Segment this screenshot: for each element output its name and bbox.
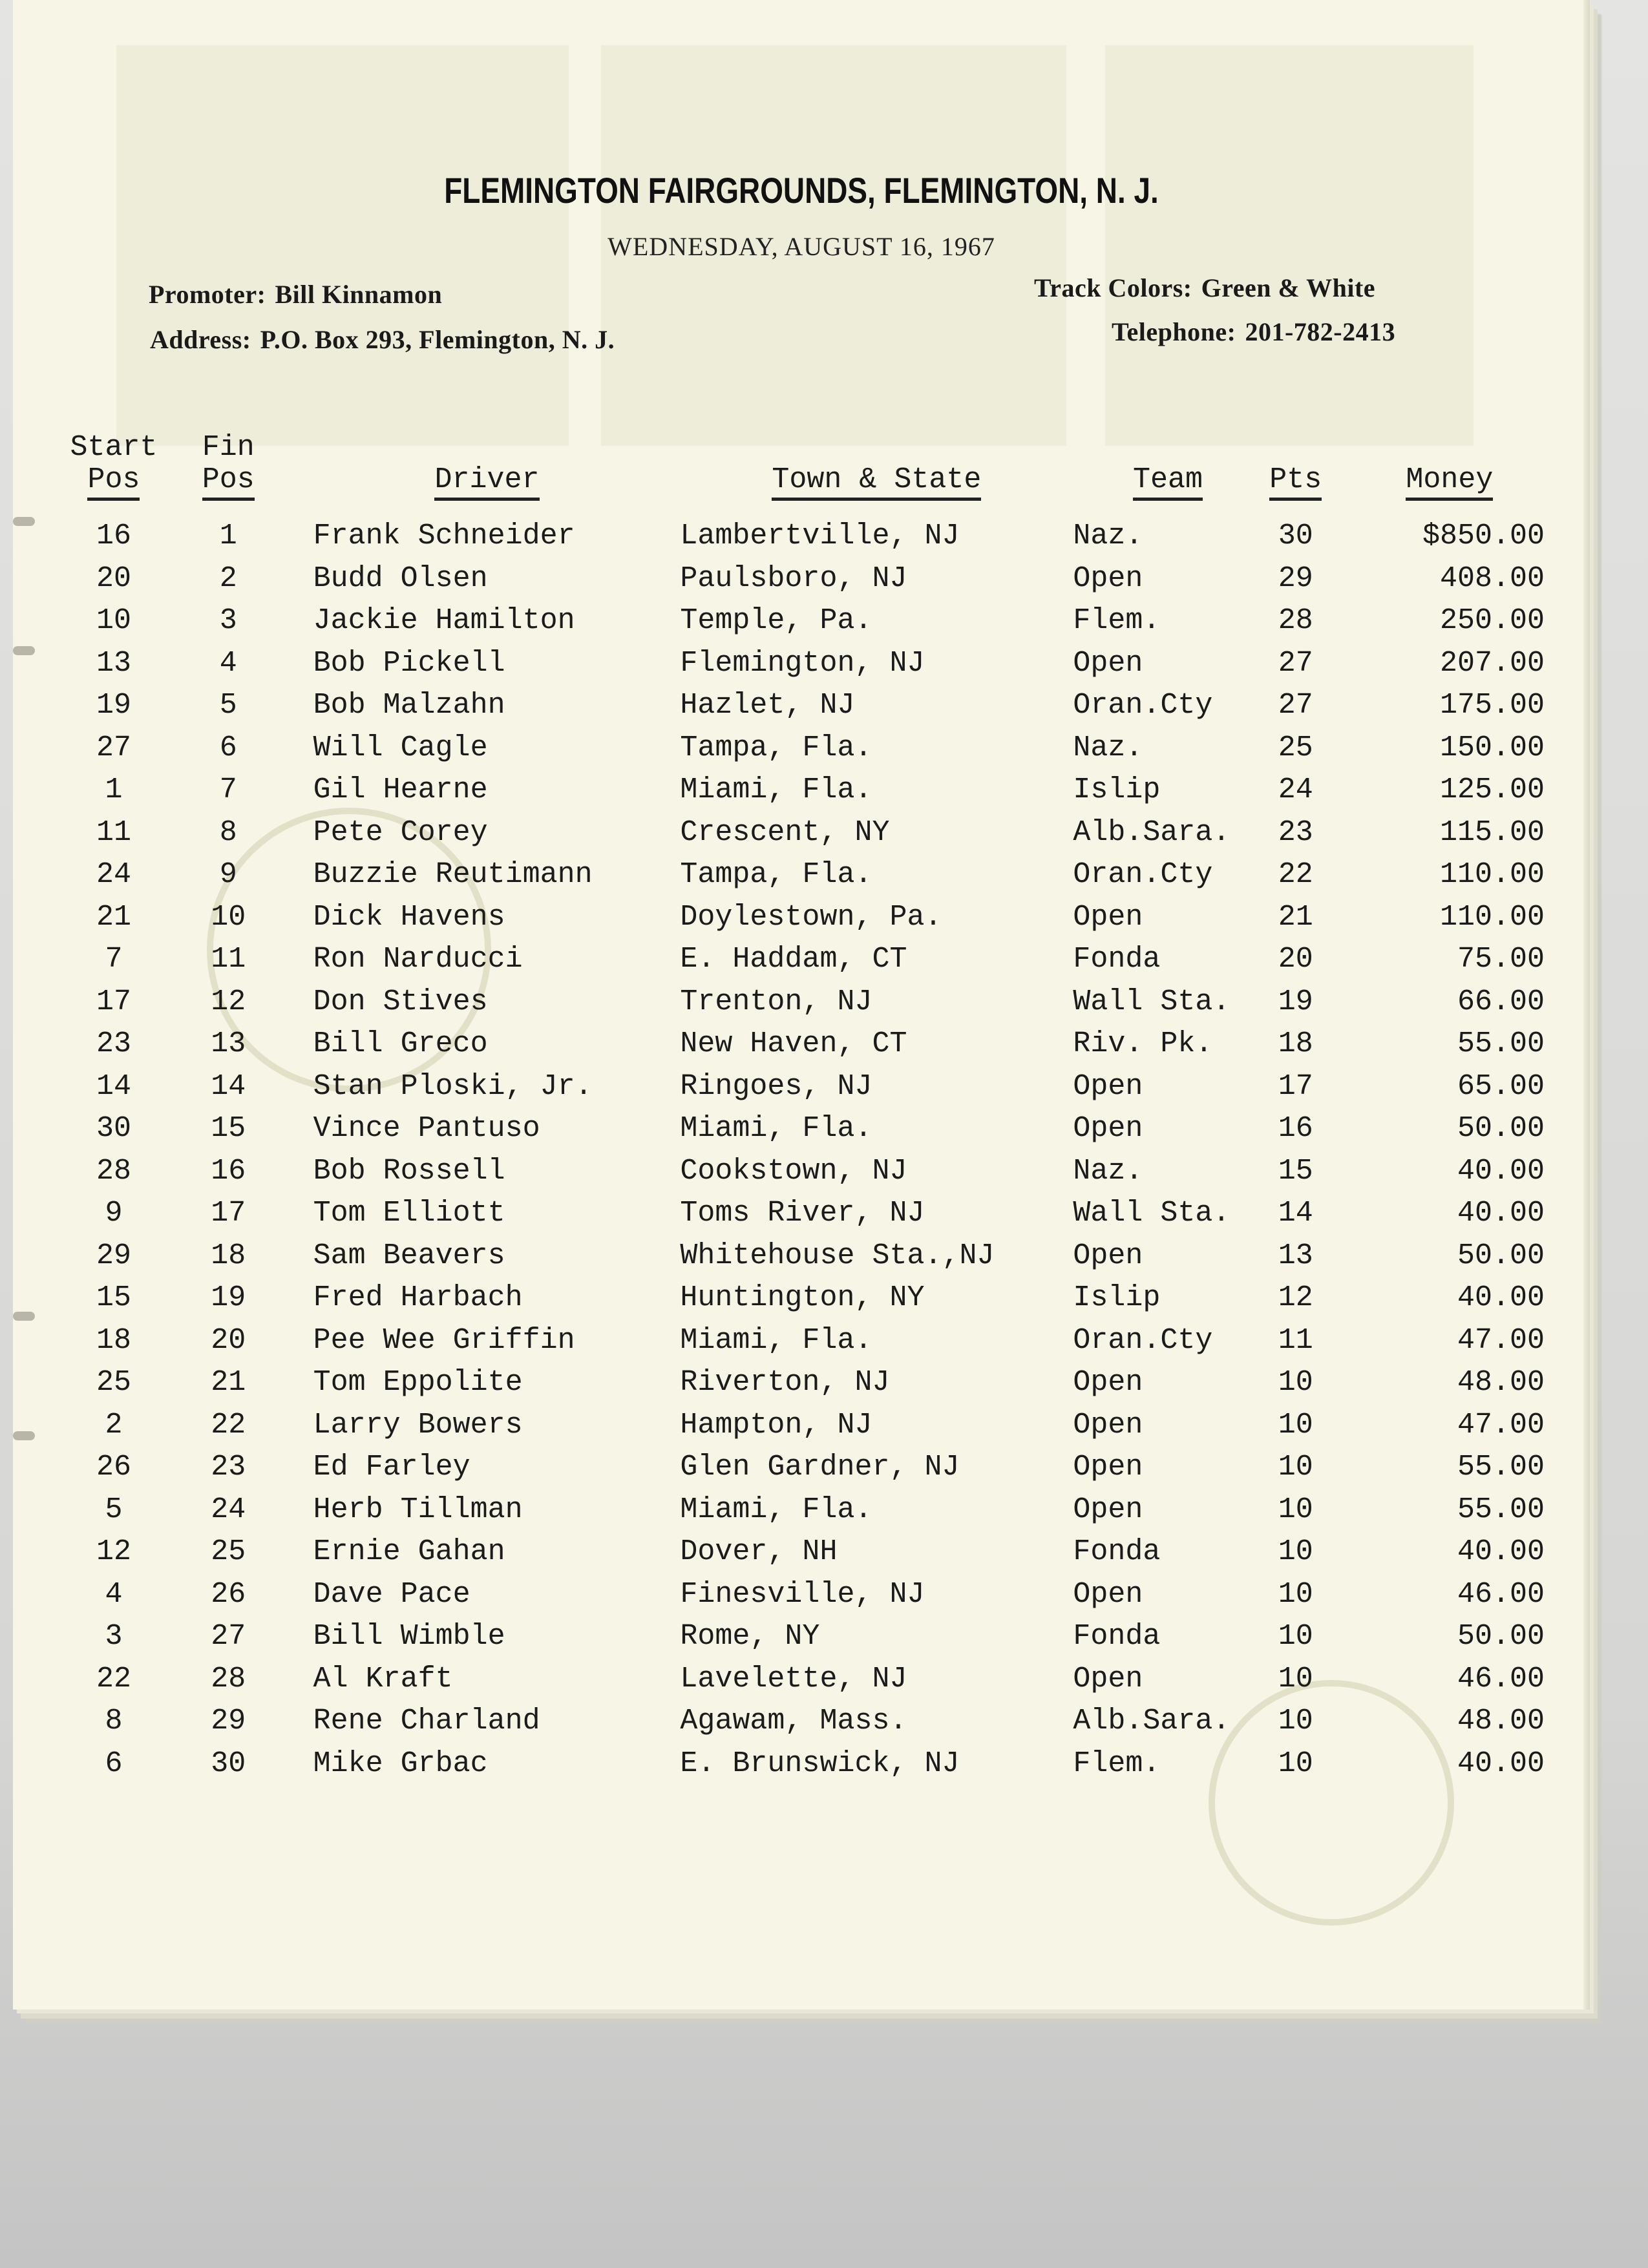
money-cell: 40.00 xyxy=(1457,1535,1545,1569)
money-cell: 75.00 xyxy=(1457,943,1545,976)
pts-cell: 27 xyxy=(1278,689,1313,722)
team-cell: Open xyxy=(1073,1493,1143,1526)
col-start-pos: Start Pos xyxy=(65,432,163,515)
fin-pos-cell: 25 xyxy=(211,1535,246,1569)
driver-cell: Mike Grbac xyxy=(313,1747,488,1780)
table-row xyxy=(65,1573,1551,1616)
table-row xyxy=(65,1615,1551,1658)
fin-pos-cell: 18 xyxy=(211,1239,246,1272)
fin-pos-cell: 11 xyxy=(211,943,246,976)
table-row xyxy=(65,854,1551,896)
telephone-line xyxy=(1112,317,1395,347)
start-pos-cell: 2 xyxy=(105,1408,123,1442)
driver-cell: Sam Beavers xyxy=(313,1239,505,1272)
start-pos-cell: 26 xyxy=(96,1451,131,1484)
fin-pos-cell: 8 xyxy=(219,815,237,849)
money-cell: 46.00 xyxy=(1457,1577,1545,1611)
team-cell: Flem. xyxy=(1073,1747,1161,1780)
fin-pos-cell: 24 xyxy=(211,1493,246,1526)
fin-pos-cell: 6 xyxy=(219,731,237,764)
pts-cell: 19 xyxy=(1278,985,1313,1018)
money-cell: 110.00 xyxy=(1439,900,1545,934)
money-cell: 46.00 xyxy=(1457,1662,1545,1696)
money-cell: 40.00 xyxy=(1457,1154,1545,1188)
money-cell: 125.00 xyxy=(1439,773,1545,807)
fin-pos-cell: 16 xyxy=(211,1154,246,1188)
driver-cell: Jackie Hamilton xyxy=(313,604,575,638)
pts-cell: 10 xyxy=(1278,1705,1313,1738)
table-row xyxy=(65,1743,1551,1785)
fin-pos-cell: 1 xyxy=(219,520,237,553)
col-pts: Pts xyxy=(1243,432,1348,515)
town-state-cell: Rome, NY xyxy=(680,1620,820,1654)
page-title: FLEMINGTON FAIRGROUNDS, FLEMINGTON, N. J. xyxy=(444,170,1159,211)
start-pos-cell: 30 xyxy=(96,1112,131,1146)
table-row xyxy=(65,600,1551,642)
start-pos-cell: 6 xyxy=(105,1747,123,1780)
table-row xyxy=(65,981,1551,1024)
pts-cell: 10 xyxy=(1278,1577,1313,1611)
team-cell: Alb.Sara. xyxy=(1073,1705,1231,1738)
start-pos-cell: 4 xyxy=(105,1577,123,1611)
start-pos-cell: 22 xyxy=(96,1662,131,1696)
town-state-cell: Whitehouse Sta.,NJ xyxy=(680,1239,995,1272)
driver-cell: Fred Harbach xyxy=(313,1281,523,1315)
town-state-cell: Toms River, NJ xyxy=(680,1197,925,1230)
driver-cell: Herb Tillman xyxy=(313,1493,523,1526)
binding-staple xyxy=(13,1312,35,1321)
fin-pos-cell: 20 xyxy=(211,1323,246,1357)
fin-pos-cell: 4 xyxy=(219,646,237,680)
start-pos-cell: 24 xyxy=(96,858,131,892)
team-cell: Flem. xyxy=(1073,604,1161,638)
event-date: WEDNESDAY, AUGUST 16, 1967 xyxy=(607,232,995,261)
table-row xyxy=(65,515,1551,558)
driver-cell: Stan Ploski, Jr. xyxy=(313,1069,593,1103)
table-row xyxy=(65,1700,1551,1743)
driver-cell: Don Stives xyxy=(313,985,488,1018)
money-cell: 175.00 xyxy=(1439,689,1545,722)
binding-staple xyxy=(13,646,35,655)
town-state-cell: Lavelette, NJ xyxy=(680,1662,907,1696)
table-row xyxy=(65,1108,1551,1150)
driver-cell: Al Kraft xyxy=(313,1662,453,1696)
driver-cell: Bob Malzahn xyxy=(313,689,505,722)
page-edge xyxy=(1583,0,1590,2010)
table-row xyxy=(65,1277,1551,1319)
pts-cell: 17 xyxy=(1278,1069,1313,1103)
start-pos-cell: 25 xyxy=(96,1366,131,1400)
pts-cell: 21 xyxy=(1278,900,1313,934)
money-cell: 55.00 xyxy=(1457,1493,1545,1526)
driver-cell: Vince Pantuso xyxy=(313,1112,540,1146)
team-cell: Wall Sta. xyxy=(1073,1197,1231,1230)
start-pos-cell: 28 xyxy=(96,1154,131,1188)
driver-cell: Ed Farley xyxy=(313,1451,470,1484)
table-row xyxy=(65,938,1551,981)
start-pos-cell: 20 xyxy=(96,562,131,595)
money-cell: 207.00 xyxy=(1439,646,1545,680)
table-row xyxy=(65,1192,1551,1235)
start-pos-cell: 23 xyxy=(96,1027,131,1061)
driver-cell: Bill Greco xyxy=(313,1027,488,1061)
address-label: Address: xyxy=(150,325,251,354)
col-driver: Driver xyxy=(294,432,681,515)
promoter-value: Bill Kinnamon xyxy=(275,280,443,309)
money-cell: 47.00 xyxy=(1457,1323,1545,1357)
start-pos-cell: 27 xyxy=(96,731,131,764)
team-cell: Fonda xyxy=(1073,1620,1161,1654)
address-line xyxy=(150,324,615,355)
driver-cell: Bob Rossell xyxy=(313,1154,505,1188)
table-row xyxy=(65,1235,1551,1277)
pts-cell: 10 xyxy=(1278,1408,1313,1442)
fin-pos-cell: 19 xyxy=(211,1281,246,1315)
team-cell: Oran.Cty xyxy=(1073,1323,1213,1357)
pts-cell: 10 xyxy=(1278,1747,1313,1780)
fin-pos-cell: 21 xyxy=(211,1366,246,1400)
pts-cell: 11 xyxy=(1278,1323,1313,1357)
fin-pos-cell: 13 xyxy=(211,1027,246,1061)
start-pos-cell: 1 xyxy=(105,773,123,807)
driver-cell: Pee Wee Griffin xyxy=(313,1323,575,1357)
town-state-cell: Paulsboro, NJ xyxy=(680,562,907,595)
team-cell: Naz. xyxy=(1073,1154,1143,1188)
table-row xyxy=(65,642,1551,685)
town-state-cell: Miami, Fla. xyxy=(680,773,872,807)
team-cell: Open xyxy=(1073,1112,1143,1146)
team-cell: Oran.Cty xyxy=(1073,689,1213,722)
town-state-cell: Trenton, NJ xyxy=(680,985,872,1018)
start-pos-cell: 3 xyxy=(105,1620,123,1654)
fin-pos-cell: 3 xyxy=(219,604,237,638)
money-cell: 48.00 xyxy=(1457,1366,1545,1400)
team-cell: Fonda xyxy=(1073,943,1161,976)
start-pos-cell: 8 xyxy=(105,1705,123,1738)
driver-cell: Pete Corey xyxy=(313,815,488,849)
team-cell: Open xyxy=(1073,1366,1143,1400)
fin-pos-cell: 14 xyxy=(211,1069,246,1103)
team-cell: Open xyxy=(1073,900,1143,934)
team-cell: Wall Sta. xyxy=(1073,985,1231,1018)
table-row xyxy=(65,896,1551,939)
town-state-cell: Dover, NH xyxy=(680,1535,838,1569)
town-state-cell: Hampton, NJ xyxy=(680,1408,872,1442)
fin-pos-cell: 2 xyxy=(219,562,237,595)
fin-pos-cell: 5 xyxy=(219,689,237,722)
table-body xyxy=(65,515,1551,1785)
team-cell: Naz. xyxy=(1073,520,1143,553)
table-row xyxy=(65,1361,1551,1404)
town-state-cell: Ringoes, NJ xyxy=(680,1069,872,1103)
table-row xyxy=(65,1404,1551,1447)
pts-cell: 14 xyxy=(1278,1197,1313,1230)
pts-cell: 25 xyxy=(1278,731,1313,764)
team-cell: Open xyxy=(1073,1239,1143,1272)
driver-cell: Will Cagle xyxy=(313,731,488,764)
pts-cell: 20 xyxy=(1278,943,1313,976)
town-state-cell: E. Haddam, CT xyxy=(680,943,907,976)
binding-staple xyxy=(13,517,35,526)
pts-cell: 18 xyxy=(1278,1027,1313,1061)
pts-cell: 28 xyxy=(1278,604,1313,638)
start-pos-cell: 12 xyxy=(96,1535,131,1569)
town-state-cell: Glen Gardner, NJ xyxy=(680,1451,960,1484)
fin-pos-cell: 27 xyxy=(211,1620,246,1654)
town-state-cell: Agawam, Mass. xyxy=(680,1705,907,1738)
start-pos-cell: 17 xyxy=(96,985,131,1018)
money-cell: 65.00 xyxy=(1457,1069,1545,1103)
town-state-cell: Lambertville, NJ xyxy=(680,520,960,553)
team-cell: Islip xyxy=(1073,1281,1161,1315)
money-cell: 66.00 xyxy=(1457,985,1545,1018)
col-team: Team xyxy=(1073,432,1243,515)
money-cell: 48.00 xyxy=(1457,1705,1545,1738)
town-state-cell: Miami, Fla. xyxy=(680,1493,872,1526)
fin-pos-cell: 15 xyxy=(211,1112,246,1146)
town-state-cell: Tampa, Fla. xyxy=(680,858,872,892)
pts-cell: 23 xyxy=(1278,815,1313,849)
start-pos-cell: 19 xyxy=(96,689,131,722)
town-state-cell: Doylestown, Pa. xyxy=(680,900,942,934)
driver-cell: Budd Olsen xyxy=(313,562,488,595)
start-pos-cell: 5 xyxy=(105,1493,123,1526)
table-row xyxy=(65,1489,1551,1531)
start-pos-cell: 13 xyxy=(96,646,131,680)
pts-cell: 12 xyxy=(1278,1281,1313,1315)
team-cell: Open xyxy=(1073,1662,1143,1696)
town-state-cell: Cookstown, NJ xyxy=(680,1154,907,1188)
team-cell: Fonda xyxy=(1073,1535,1161,1569)
team-cell: Alb.Sara. xyxy=(1073,815,1231,849)
team-cell: Riv. Pk. xyxy=(1073,1027,1213,1061)
fin-pos-cell: 30 xyxy=(211,1747,246,1780)
address-value: P.O. Box 293, Flemington, N. J. xyxy=(260,325,615,354)
pts-cell: 10 xyxy=(1278,1535,1313,1569)
start-pos-cell: 29 xyxy=(96,1239,131,1272)
table-row xyxy=(65,1066,1551,1108)
start-pos-cell: 14 xyxy=(96,1069,131,1103)
money-cell: 50.00 xyxy=(1457,1112,1545,1146)
town-state-cell: Riverton, NJ xyxy=(680,1366,890,1400)
track-colors-value: Green & White xyxy=(1201,273,1376,302)
town-state-cell: Finesville, NJ xyxy=(680,1577,925,1611)
pts-cell: 10 xyxy=(1278,1493,1313,1526)
money-cell: 50.00 xyxy=(1457,1239,1545,1272)
team-cell: Open xyxy=(1073,562,1143,595)
fin-pos-cell: 29 xyxy=(211,1705,246,1738)
table-row xyxy=(65,769,1551,812)
fin-pos-cell: 23 xyxy=(211,1451,246,1484)
money-cell: 50.00 xyxy=(1457,1620,1545,1654)
driver-cell: Tom Elliott xyxy=(313,1197,505,1230)
team-cell: Islip xyxy=(1073,773,1161,807)
start-pos-cell: 15 xyxy=(96,1281,131,1315)
pts-cell: 22 xyxy=(1278,858,1313,892)
money-cell: 115.00 xyxy=(1439,815,1545,849)
start-pos-cell: 18 xyxy=(96,1323,131,1357)
fin-pos-cell: 10 xyxy=(211,900,246,934)
table-header-row xyxy=(65,432,1551,515)
team-cell: Open xyxy=(1073,1451,1143,1484)
start-pos-cell: 10 xyxy=(96,604,131,638)
pts-cell: 10 xyxy=(1278,1451,1313,1484)
promoter-line xyxy=(149,279,442,310)
col-money: Money xyxy=(1348,432,1551,515)
pts-cell: 27 xyxy=(1278,646,1313,680)
table-row xyxy=(65,812,1551,854)
town-state-cell: New Haven, CT xyxy=(680,1027,907,1061)
driver-cell: Larry Bowers xyxy=(313,1408,523,1442)
town-state-cell: Temple, Pa. xyxy=(680,604,872,638)
driver-cell: Frank Schneider xyxy=(313,520,575,553)
program-page xyxy=(13,0,1590,2010)
table-row xyxy=(65,1658,1551,1701)
town-state-cell: Miami, Fla. xyxy=(680,1323,872,1357)
fin-pos-cell: 9 xyxy=(219,858,237,892)
team-cell: Open xyxy=(1073,1069,1143,1103)
driver-cell: Rene Charland xyxy=(313,1705,540,1738)
pts-cell: 30 xyxy=(1278,520,1313,553)
town-state-cell: Miami, Fla. xyxy=(680,1112,872,1146)
driver-cell: Buzzie Reutimann xyxy=(313,858,593,892)
fin-pos-cell: 22 xyxy=(211,1408,246,1442)
town-state-cell: Hazlet, NJ xyxy=(680,689,855,722)
fin-pos-cell: 7 xyxy=(219,773,237,807)
table-row xyxy=(65,684,1551,727)
fin-pos-cell: 17 xyxy=(211,1197,246,1230)
pts-cell: 10 xyxy=(1278,1662,1313,1696)
table-row xyxy=(65,1023,1551,1066)
money-cell: 55.00 xyxy=(1457,1027,1545,1061)
col-town-state: Town & State xyxy=(680,432,1073,515)
track-colors-label: Track Colors: xyxy=(1034,273,1192,302)
driver-cell: Bob Pickell xyxy=(313,646,505,680)
driver-cell: Ernie Gahan xyxy=(313,1535,505,1569)
table-row xyxy=(65,558,1551,600)
col-fin-pos: Fin Pos xyxy=(163,432,294,515)
driver-cell: Ron Narducci xyxy=(313,943,523,976)
team-cell: Oran.Cty xyxy=(1073,858,1213,892)
table-row xyxy=(65,1446,1551,1489)
money-cell: 110.00 xyxy=(1439,858,1545,892)
table-row xyxy=(65,1319,1551,1362)
binding-staple xyxy=(13,1431,35,1440)
money-cell: 40.00 xyxy=(1457,1747,1545,1780)
town-state-cell: E. Brunswick, NJ xyxy=(680,1747,960,1780)
start-pos-cell: 16 xyxy=(96,520,131,553)
team-cell: Open xyxy=(1073,646,1143,680)
money-cell: $850.00 xyxy=(1422,520,1545,553)
driver-cell: Gil Hearne xyxy=(313,773,488,807)
money-cell: 150.00 xyxy=(1439,731,1545,764)
money-cell: 55.00 xyxy=(1457,1451,1545,1484)
town-state-cell: Flemington, NJ xyxy=(680,646,925,680)
start-pos-cell: 9 xyxy=(105,1197,123,1230)
telephone-label: Telephone: xyxy=(1112,317,1236,346)
table-row xyxy=(65,727,1551,770)
town-state-cell: Crescent, NY xyxy=(680,815,890,849)
race-results-table xyxy=(65,432,1551,1785)
track-colors-line xyxy=(1034,273,1375,303)
start-pos-cell: 7 xyxy=(105,943,123,976)
driver-cell: Dave Pace xyxy=(313,1577,470,1611)
money-cell: 250.00 xyxy=(1439,604,1545,638)
driver-cell: Bill Wimble xyxy=(313,1620,505,1654)
pts-cell: 16 xyxy=(1278,1112,1313,1146)
driver-cell: Tom Eppolite xyxy=(313,1366,523,1400)
town-state-cell: Tampa, Fla. xyxy=(680,731,872,764)
promoter-label: Promoter: xyxy=(149,280,266,309)
money-cell: 40.00 xyxy=(1457,1281,1545,1315)
pts-cell: 24 xyxy=(1278,773,1313,807)
team-cell: Naz. xyxy=(1073,731,1143,764)
fin-pos-cell: 12 xyxy=(211,985,246,1018)
town-state-cell: Huntington, NY xyxy=(680,1281,925,1315)
start-pos-cell: 21 xyxy=(96,900,131,934)
money-cell: 408.00 xyxy=(1439,562,1545,595)
fin-pos-cell: 28 xyxy=(211,1662,246,1696)
pts-cell: 13 xyxy=(1278,1239,1313,1272)
money-cell: 40.00 xyxy=(1457,1197,1545,1230)
pts-cell: 10 xyxy=(1278,1620,1313,1654)
pts-cell: 29 xyxy=(1278,562,1313,595)
pts-cell: 10 xyxy=(1278,1366,1313,1400)
start-pos-cell: 11 xyxy=(96,815,131,849)
team-cell: Open xyxy=(1073,1408,1143,1442)
fin-pos-cell: 26 xyxy=(211,1577,246,1611)
driver-cell: Dick Havens xyxy=(313,900,505,934)
telephone-value: 201-782-2413 xyxy=(1245,317,1396,346)
money-cell: 47.00 xyxy=(1457,1408,1545,1442)
table-row xyxy=(65,1531,1551,1573)
team-cell: Open xyxy=(1073,1577,1143,1611)
table-row xyxy=(65,1150,1551,1193)
pts-cell: 15 xyxy=(1278,1154,1313,1188)
